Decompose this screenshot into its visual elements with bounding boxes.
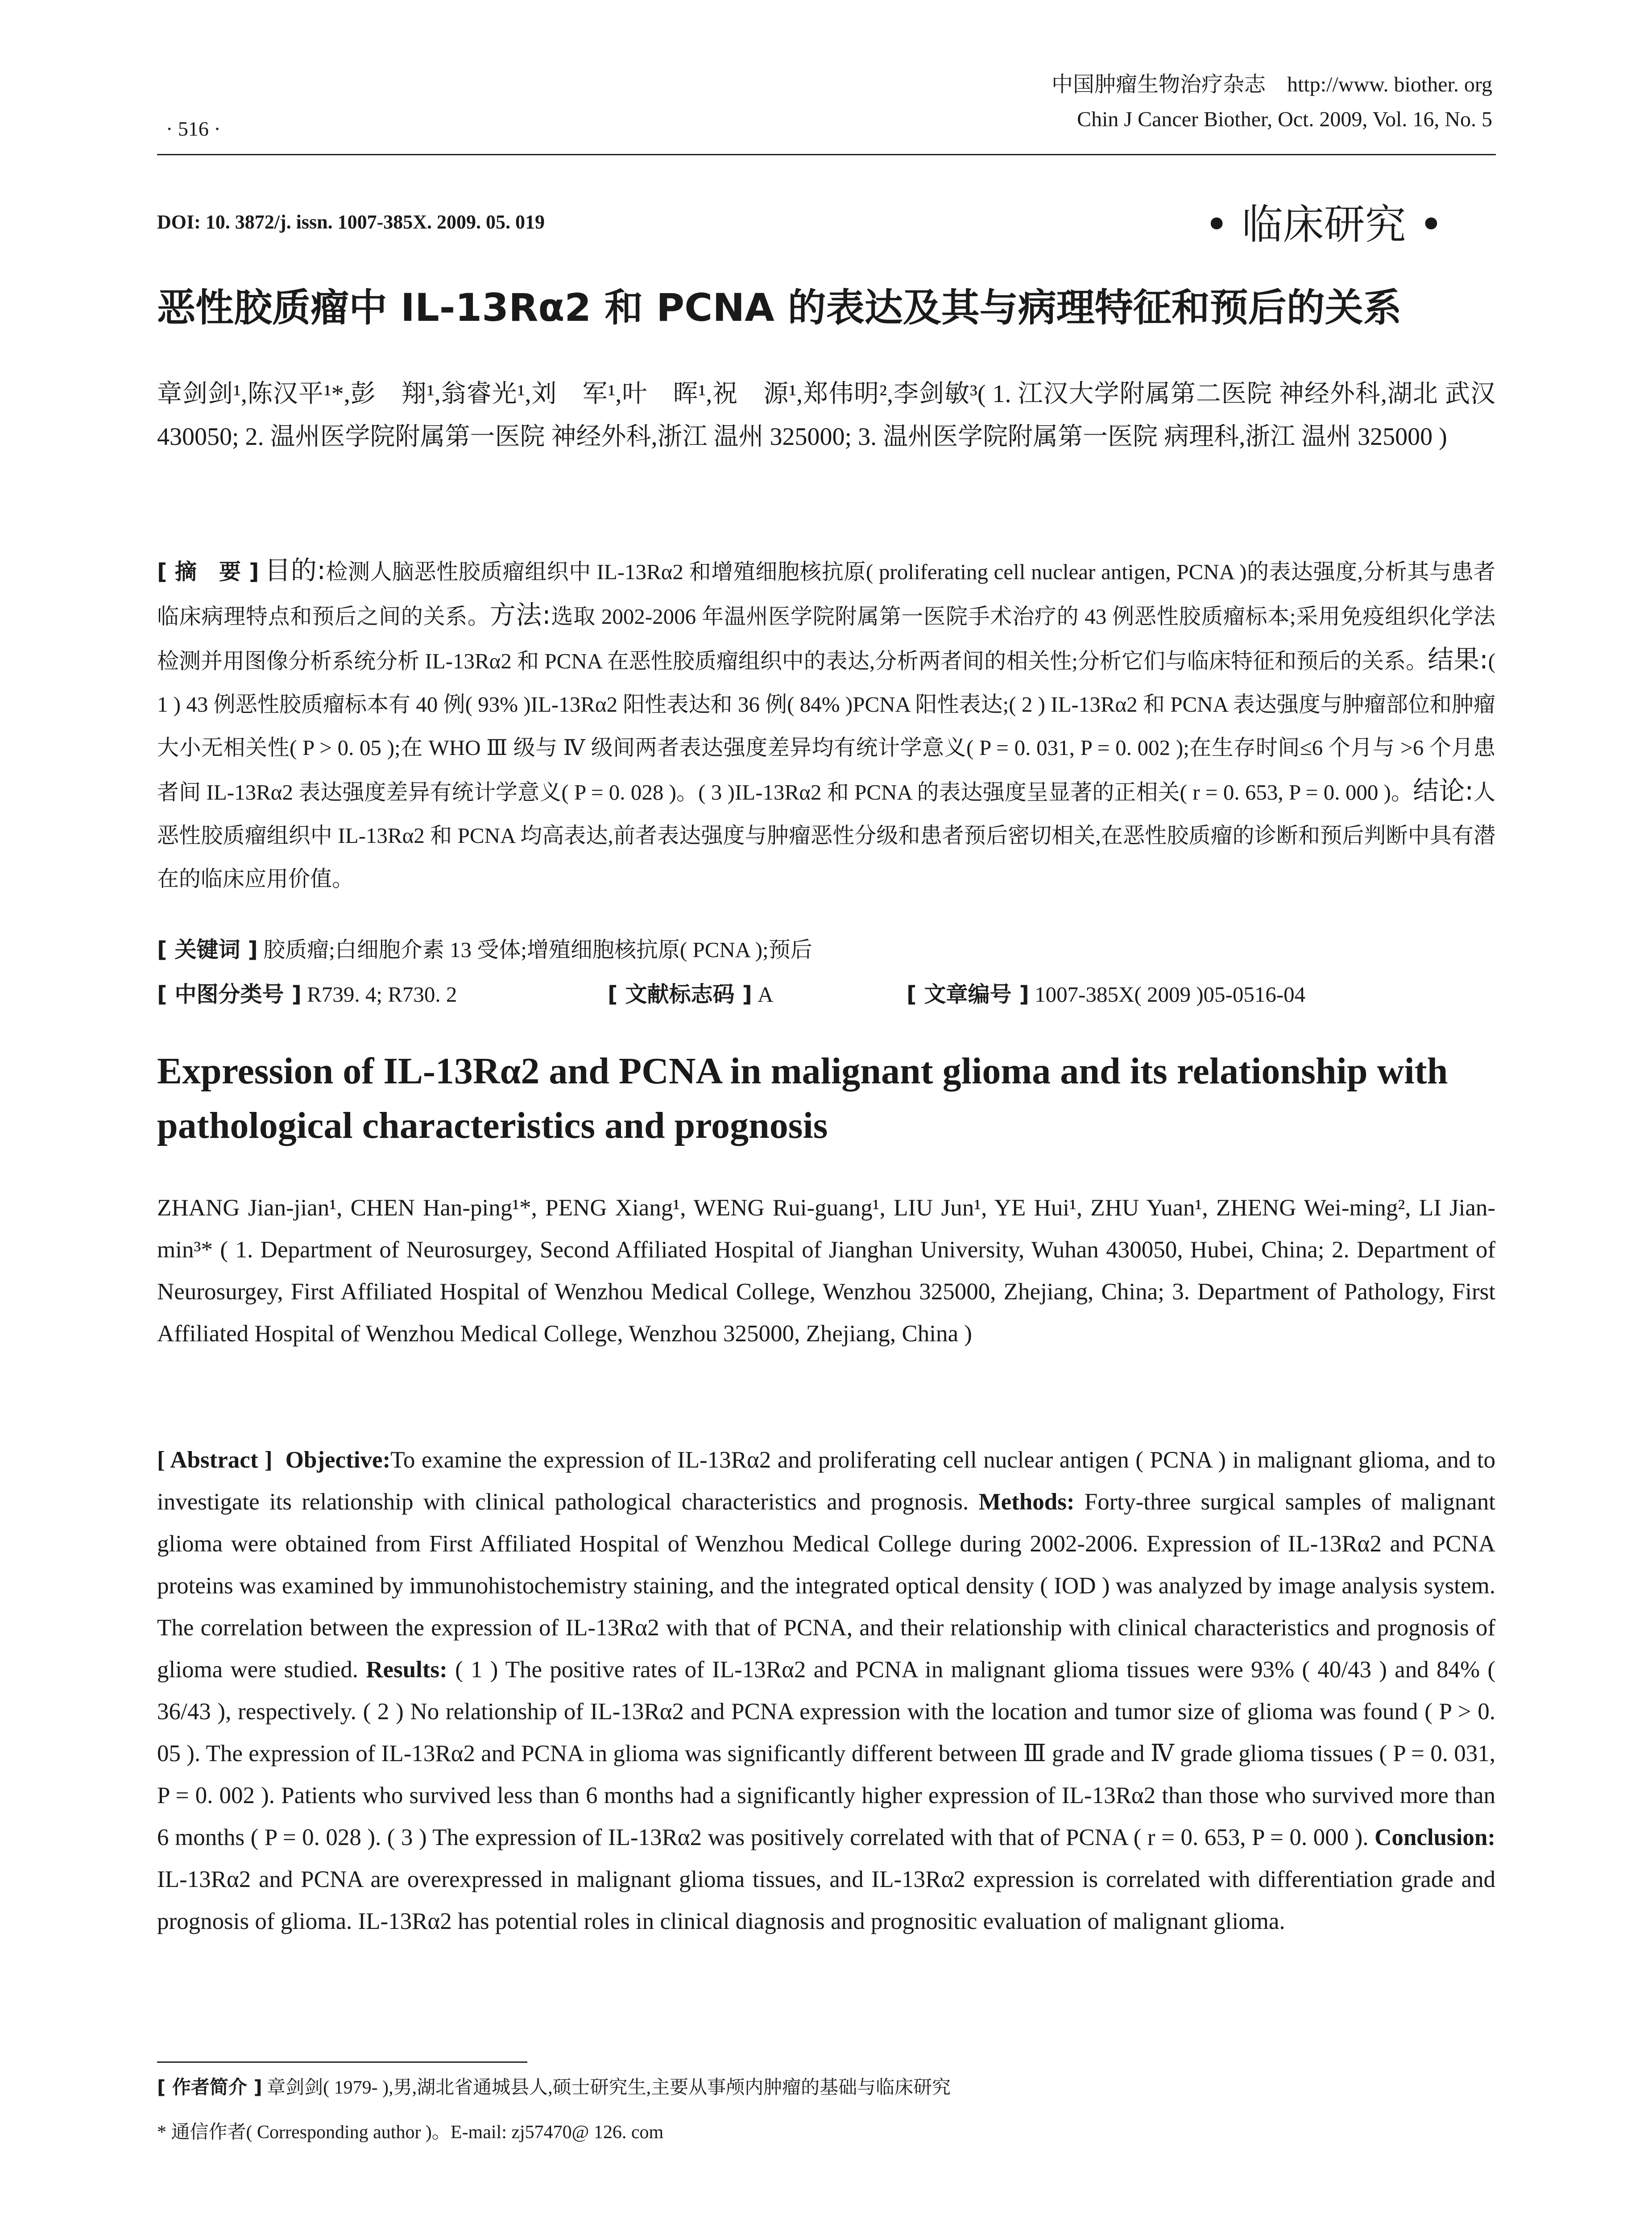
abstract-en-label: [ Abstract ] — [157, 1447, 273, 1473]
header-rule — [157, 154, 1496, 155]
clc-label: [ 中图分类号 ] — [157, 982, 302, 1007]
conclusion-en: IL-13Rα2 and PCNA are overexpressed in malignant glioma tissues, and IL-13Rα2 expression is correlated with differentiation grade and prognosis of glioma. IL-13Rα2 has potential roles in clinical diagnosis and prognositic evaluation of malignant glioma. — [157, 1866, 1495, 1934]
abstract-zh-label: [ 摘 要 ] — [157, 559, 259, 585]
page-number: · 516 · — [166, 117, 221, 140]
conclusion-en-label: Conclusion: — [1375, 1825, 1495, 1850]
doc-code-label: [ 文献标志码 ] — [608, 982, 752, 1007]
results-zh: ( 1 ) 43 例恶性胶质瘤标本有 40 例( 93% )IL-13Rα2 阳性表达和 36 例( 84% )PCNA 阳性表达;( 2 ) IL-13Rα2 和 PCNA 表达强度与肿瘤部位和肿瘤大小无相关性( P > 0. 05 );在 WHO Ⅲ 级与 Ⅳ 级间两者表达强度差异均有统计学意义( P = 0. 031, P = 0. 002 );在生存时间≤6 个月与 >6 个月患者间 IL-13Rα2 表达强度差异有统计学意义( P = 0. 028 )。( 3 )IL-13Rα2 和 PCNA 的表达强度呈显著的正相关( r = 0. 653, P = 0. 000 )。 — [157, 649, 1495, 804]
abstract-en — [157, 1439, 1495, 1942]
methods-en-label: Methods: — [978, 1489, 1075, 1515]
conclusion-zh: 人恶性胶质瘤组织中 IL-13Rα2 和 PCNA 均高表达,前者表达强度与肿瘤恶性分级和患者预后密切相关,在恶性胶质瘤的诊断和预后判断中具有潜在的临床应用价值。 — [157, 780, 1495, 891]
column-label: • 临床研究 • — [1205, 201, 1444, 249]
methods-zh-label: 方法: — [489, 600, 551, 630]
objective-zh-label: 目的: — [265, 555, 326, 585]
author-bio-text: 章剑剑( 1979- ),男,湖北省通城县人,硕士研究生,主要从事颅内肿瘤的基础与临床研究 — [267, 2078, 951, 2098]
keywords-zh — [157, 928, 1495, 971]
methods-en: Forty-three surgical samples of malignant glioma were obtained from First Affiliated Hospital of Wenzhou Medical College during 2002-2006. Expression of IL-13Rα2 and PCNA proteins was examined by immunohistochemistry staining, and the integrated optical density ( IOD ) was analyzed by image analysis system. The correlation between the expression of IL-13Rα2 with that of PCNA, and their relationship with clinical characteristics and prognosis of glioma were studied. — [157, 1489, 1495, 1683]
results-zh-label: 结果: — [1428, 644, 1488, 675]
doc-code-value: A — [758, 982, 774, 1007]
title-en: Expression of IL-13Rα2 and PCNA in malignant glioma and its relationship with pathological characteristics and prognosis — [157, 1050, 1448, 1146]
article-number-label: [ 文章编号 ] — [907, 982, 1029, 1007]
methods-zh: 选取 2002-2006 年温州医学院附属第一医院手术治疗的 43 例恶性胶质瘤标本;采用免疫组织化学法检测并用图像分析系统分析 IL-13Rα2 和 PCNA 在恶性胶质瘤组织中的表达,分析两者间的相关性;分析它们与临床特征和预后的关系。 — [157, 604, 1495, 673]
article-number-value: 1007-385X( 2009 )05-0516-04 — [1035, 982, 1306, 1007]
results-en-label: Results: — [366, 1657, 447, 1683]
authors-en: ZHANG Jian-jian¹, CHEN Han-ping¹*, PENG Xiang¹, WENG Rui-guang¹, LIU Jun¹, YE Hui¹, ZHU Yuan¹, ZHENG Wei-ming², LI Jian-min³* ( 1. Department of Neurosurgey, Second Affiliated Hospital of Jianghan University, Wuhan 430050, Hubei, China; 2. Department of Neurosurgey, First Affiliated Hospital of Wenzhou Medical College, Wenzhou 325000, Zhejiang, China; 3. Department of Pathology, First Affiliated Hospital of Wenzhou Medical College, Wenzhou 325000, Zhejiang, China ) — [157, 1195, 1495, 1347]
keywords-zh-label: [ 关键词 ] — [157, 937, 258, 962]
journal-citation-en: Chin J Cancer Biother, Oct. 2009, Vol. 16, No. 5 — [1077, 108, 1492, 131]
objective-en-label: Objective: — [285, 1447, 391, 1473]
author-bio-footnote — [157, 2073, 951, 2099]
title-zh: 恶性胶质瘤中 IL-13Rα2 和 PCNA 的表达及其与病理特征和预后的关系 — [157, 286, 1402, 330]
keywords-zh-text: 胶质瘤;白细胞介素 13 受体;增殖细胞核抗原( PCNA );预后 — [263, 937, 812, 962]
footnote-rule — [157, 2061, 527, 2063]
journal-name-zh: 中国肿瘤生物治疗杂志 http://www. biother. org — [1052, 73, 1492, 96]
objective-zh: 检测人脑恶性胶质瘤组织中 IL-13Rα2 和增殖细胞核抗原( proliferating cell nuclear antigen, PCNA )的表达强度,分析其与患者临床病理特点和预后之间的关系。 — [157, 560, 1495, 629]
conclusion-zh-label: 结论: — [1413, 775, 1474, 806]
author-bio-label: [ 作者简介 ] — [157, 2076, 262, 2098]
article-number-field — [907, 973, 1305, 1016]
clc-value: R739. 4; R730. 2 — [307, 982, 457, 1007]
abstract-zh — [157, 549, 1495, 900]
results-en: ( 1 ) The positive rates of IL-13Rα2 and PCNA in malignant glioma tissues were 93% ( 40/43 ) and 84% ( 36/43 ), respectively. ( 2 ) No relationship of IL-13Rα2 and PCNA expression with the location and tumor size of glioma was found ( P > 0. 05 ). The expression of IL-13Rα2 and PCNA in glioma was significantly different between Ⅲ grade and Ⅳ grade glioma tissues ( P = 0. 031, P = 0. 002 ). Patients who survived less than 6 months had a significantly higher expression of IL-13Rα2 than those who survived more than 6 months ( P = 0. 028 ). ( 3 ) The expression of IL-13Rα2 was positively correlated with that of PCNA ( r = 0. 653, P = 0. 000 ). — [157, 1657, 1495, 1850]
doi: DOI: 10. 3872/j. issn. 1007-385X. 2009. 05. 019 — [157, 211, 545, 233]
doc-code-field — [608, 973, 774, 1016]
authors-zh: 章剑剑¹,陈汉平¹*,彭 翔¹,翁睿光¹,刘 军¹,叶 晖¹,祝 源¹,郑伟明²,李剑敏³( 1. 江汉大学附属第二医院 神经外科,湖北 武汉 430050; 2. 温州医学院附属第一医院 神经外科,浙江 温州 325000; 3. 温州医学院附属第一医院 病理科,浙江 温州 325000 ) — [157, 380, 1495, 451]
objective-en: To examine the expression of IL-13Rα2 and proliferating cell nuclear antigen ( PCNA ) in malignant glioma, and to investigate its relationship with clinical pathological characteristics and prognosis. — [157, 1447, 1496, 1515]
corresponding-author-footnote: * 通信作者( Corresponding author )。E-mail: zj57470@ 126. com — [157, 2122, 664, 2143]
clc-field — [157, 973, 457, 1016]
